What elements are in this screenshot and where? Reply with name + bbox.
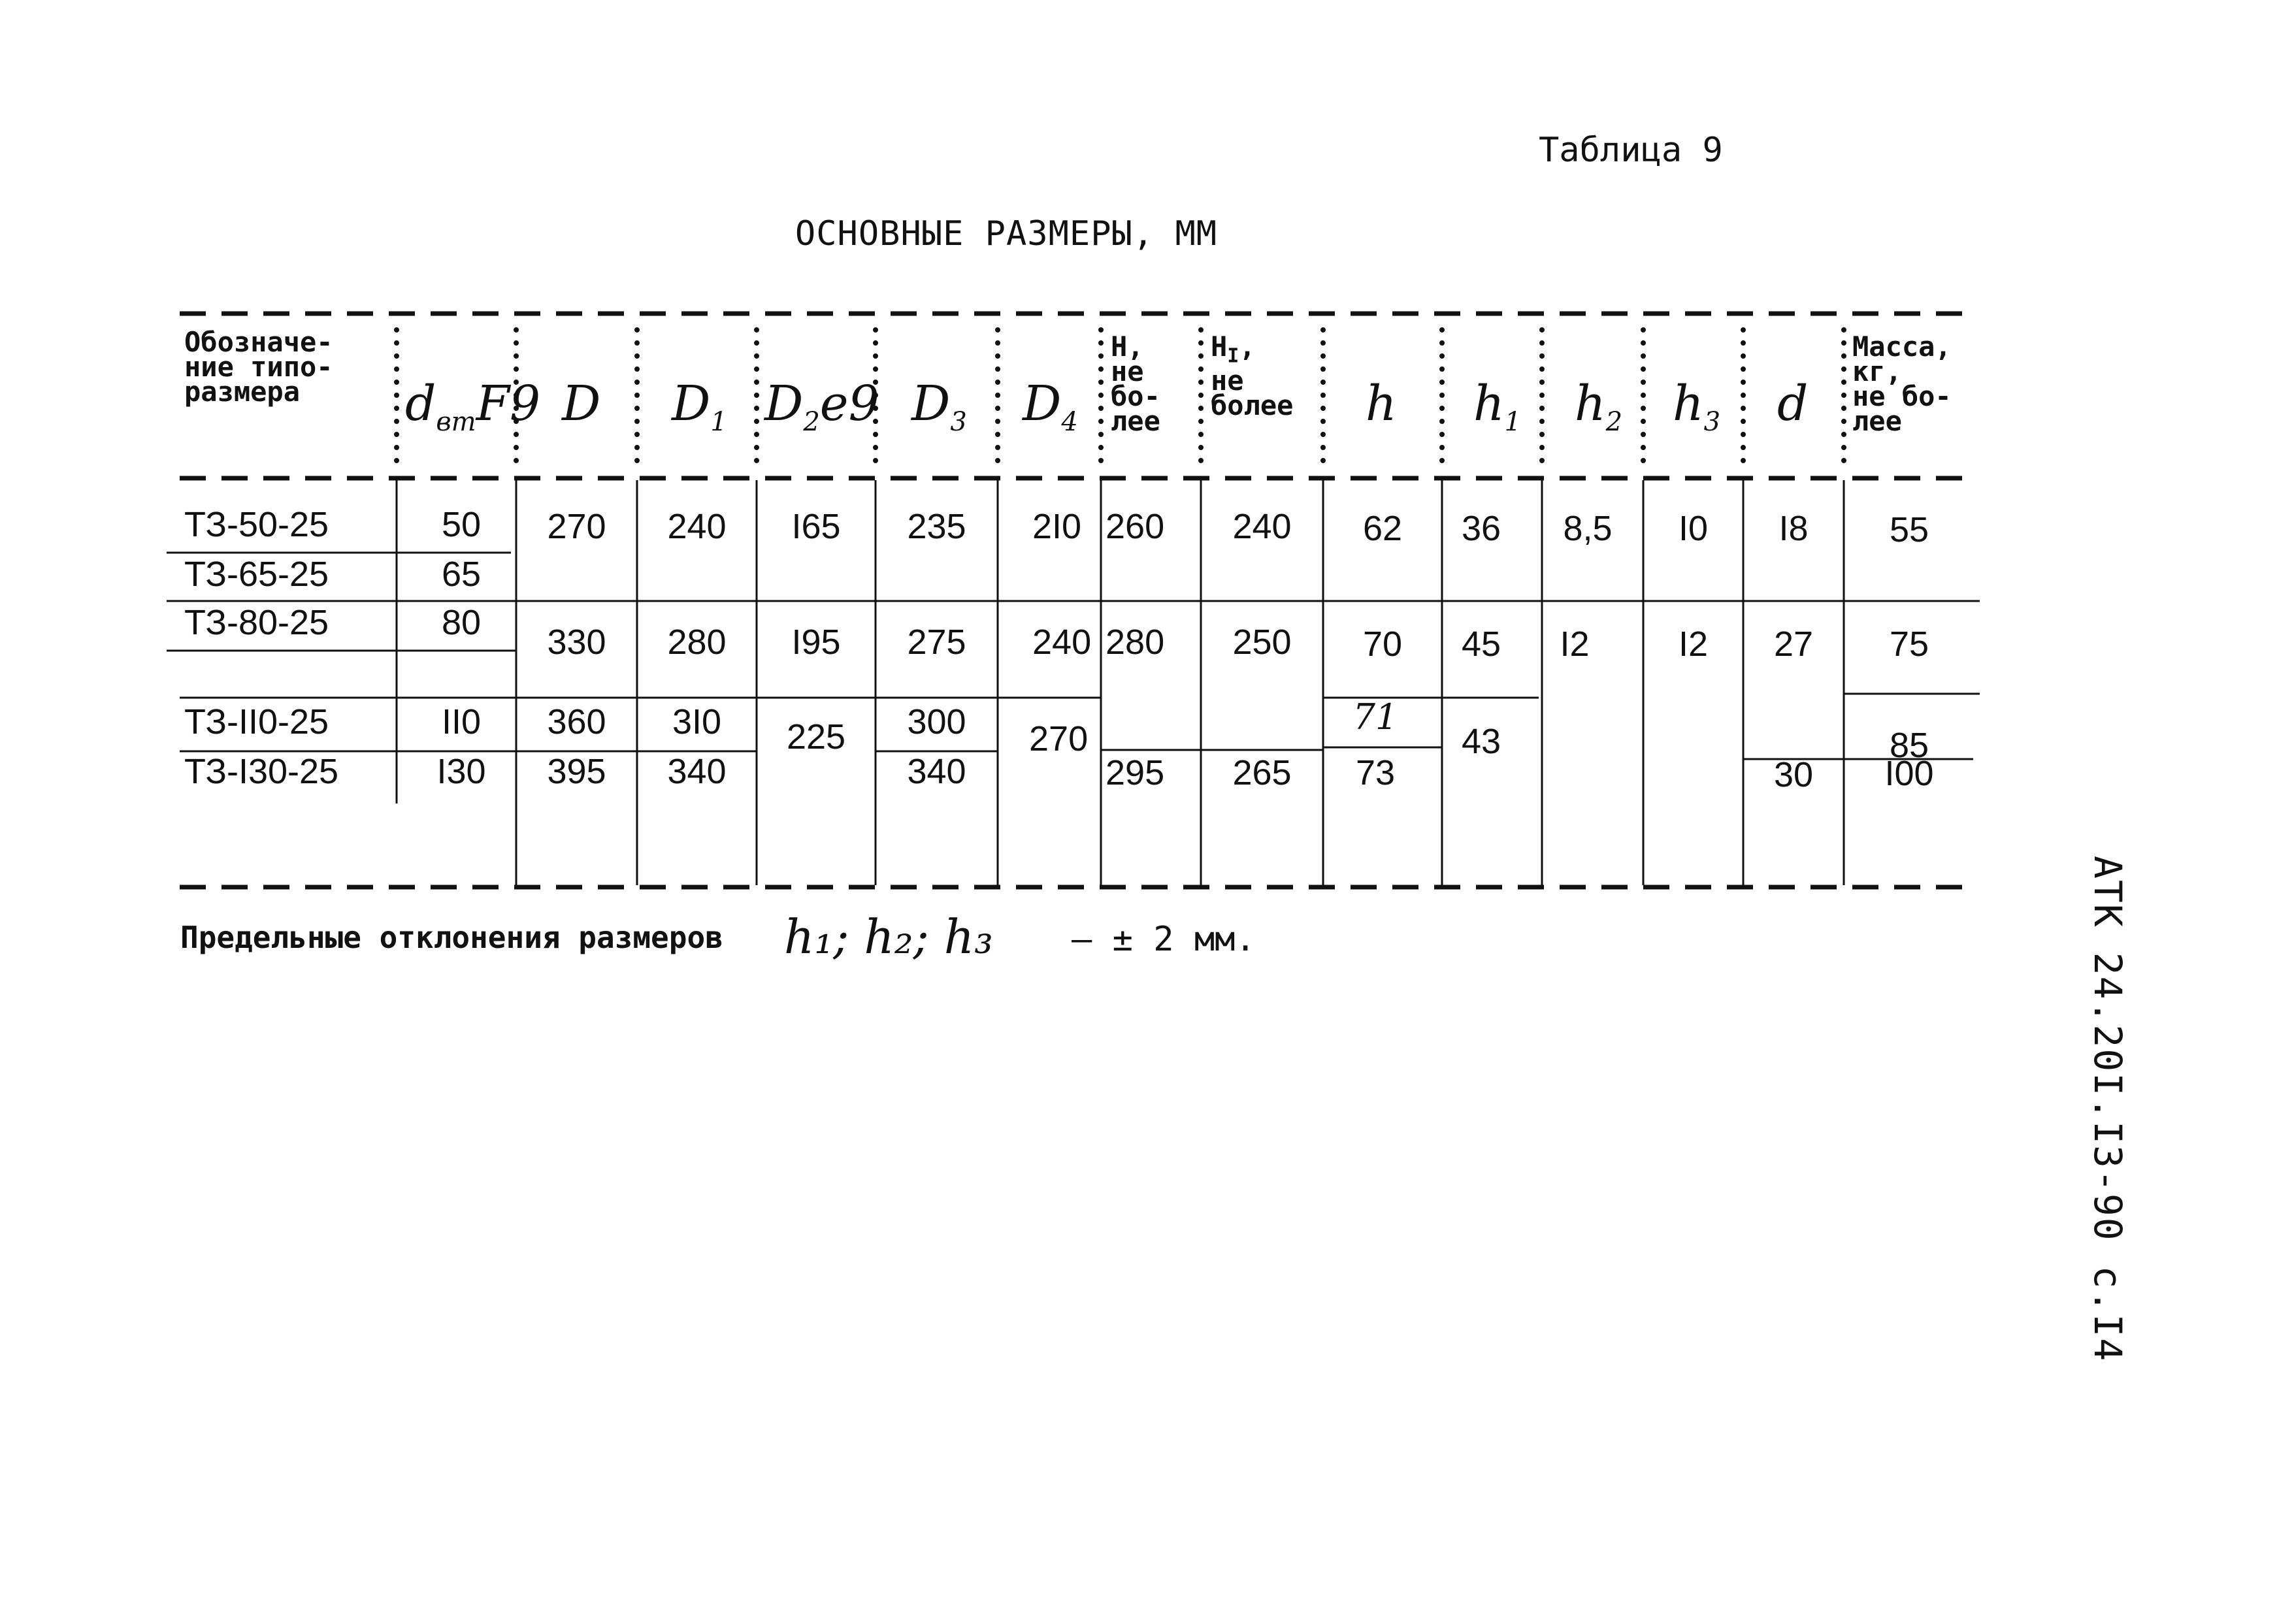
mass-group-c: 85 bbox=[1889, 726, 1929, 765]
header-mass: Масса, кг, не бо- лее bbox=[1852, 331, 1952, 437]
dbt-r4: II0 bbox=[441, 702, 482, 741]
d-group-d: 30 bbox=[1773, 755, 1814, 794]
D3-group-c: 300 bbox=[907, 702, 966, 741]
header-d: d bbox=[1777, 376, 1809, 432]
D-group-a: 270 bbox=[547, 507, 606, 546]
h-group-c: 71 bbox=[1352, 696, 1398, 738]
D3-group-b: 275 bbox=[907, 623, 966, 662]
h3-group-b: I2 bbox=[1678, 625, 1709, 664]
D2-group-a: I65 bbox=[791, 507, 841, 546]
header-D2: $D_2e9$ bbox=[764, 376, 879, 437]
D3-group-d: 340 bbox=[907, 752, 966, 791]
header-dbt: $d_{вт}F9$ bbox=[405, 376, 541, 437]
d-group-b: 27 bbox=[1773, 625, 1814, 664]
h1-group-c: 43 bbox=[1461, 722, 1501, 761]
designation-r5: ТЗ-I30-25 bbox=[184, 752, 339, 791]
tolerance-note: Предельные отклонения размеров bbox=[180, 920, 723, 955]
D1-group-d: 340 bbox=[667, 752, 727, 791]
dbt-r2: 65 bbox=[441, 555, 482, 594]
tolerance-note-symbols: h₁; h₂; h₃ bbox=[784, 909, 993, 964]
table-title: ОСНОВНЫЕ РАЗМЕРЫ, ММ bbox=[795, 214, 1218, 253]
h-group-d: 73 bbox=[1355, 753, 1396, 792]
H1-group-b: 250 bbox=[1232, 623, 1292, 662]
D4-group-a: 2I0 bbox=[1032, 507, 1082, 546]
D4-group-b: 240 bbox=[1032, 623, 1092, 662]
D1-group-c: 3I0 bbox=[672, 702, 722, 741]
H-group-a: 260 bbox=[1106, 507, 1165, 546]
dbt-r5: I30 bbox=[436, 752, 486, 791]
designation-r3: ТЗ-80-25 bbox=[184, 603, 329, 642]
header-D3: $D_3$ bbox=[911, 376, 967, 437]
H-group-b: 280 bbox=[1106, 623, 1165, 662]
h2-group-b: I2 bbox=[1560, 625, 1590, 664]
mass-group-b: 75 bbox=[1889, 625, 1929, 664]
H1-group-a: 240 bbox=[1232, 507, 1292, 546]
H1-group-d: 265 bbox=[1232, 753, 1292, 792]
header-D1: $D_1$ bbox=[672, 376, 727, 437]
D-group-c: 360 bbox=[547, 702, 606, 741]
header-h: h bbox=[1366, 376, 1397, 432]
header-D: D bbox=[562, 376, 601, 432]
D2-group-c: 225 bbox=[786, 717, 846, 756]
d-group-a: I8 bbox=[1778, 509, 1809, 548]
header-designation: Обозначе- ние типо- размера bbox=[184, 326, 333, 408]
header-h3: $h_3$ bbox=[1673, 376, 1721, 437]
header-H: H, не бо- лее bbox=[1111, 331, 1160, 437]
D4-group-c: 270 bbox=[1029, 719, 1089, 758]
h-group-b: 70 bbox=[1362, 625, 1403, 664]
D1-group-b: 280 bbox=[667, 623, 727, 662]
header-h1: $h_1$ bbox=[1473, 376, 1522, 437]
dbt-r1: 50 bbox=[441, 505, 482, 544]
tolerance-note-value: – ± 2 мм. bbox=[1072, 920, 1256, 959]
h-group-a: 62 bbox=[1362, 509, 1403, 548]
D-group-b: 330 bbox=[547, 623, 606, 662]
h1-group-b: 45 bbox=[1461, 625, 1501, 664]
D1-group-a: 240 bbox=[667, 507, 727, 546]
mass-group-d: I00 bbox=[1884, 754, 1934, 793]
dbt-r3: 80 bbox=[441, 603, 482, 642]
D2-group-b: I95 bbox=[791, 623, 841, 662]
D3-group-a: 235 bbox=[907, 507, 966, 546]
header-H1: $H_I$, не более bbox=[1211, 331, 1294, 422]
h2-group-a: 8,5 bbox=[1563, 509, 1613, 548]
designation-r1: ТЗ-50-25 bbox=[184, 505, 329, 544]
D-group-d: 395 bbox=[547, 752, 606, 791]
designation-r2: ТЗ-65-25 bbox=[184, 555, 329, 594]
h3-group-a: I0 bbox=[1678, 509, 1709, 548]
header-h2: $h_2$ bbox=[1575, 376, 1623, 437]
table-label: Таблица 9 bbox=[1539, 131, 1723, 170]
mass-group-a: 55 bbox=[1889, 510, 1929, 549]
designation-r4: ТЗ-II0-25 bbox=[184, 702, 329, 741]
header-D4: $D_4$ bbox=[1023, 376, 1078, 437]
document-code-stamp: АТК 24.20I.I3-90 с.I4 bbox=[2086, 856, 2130, 1363]
H-group-d: 295 bbox=[1106, 753, 1165, 792]
h1-group-a: 36 bbox=[1461, 509, 1501, 548]
